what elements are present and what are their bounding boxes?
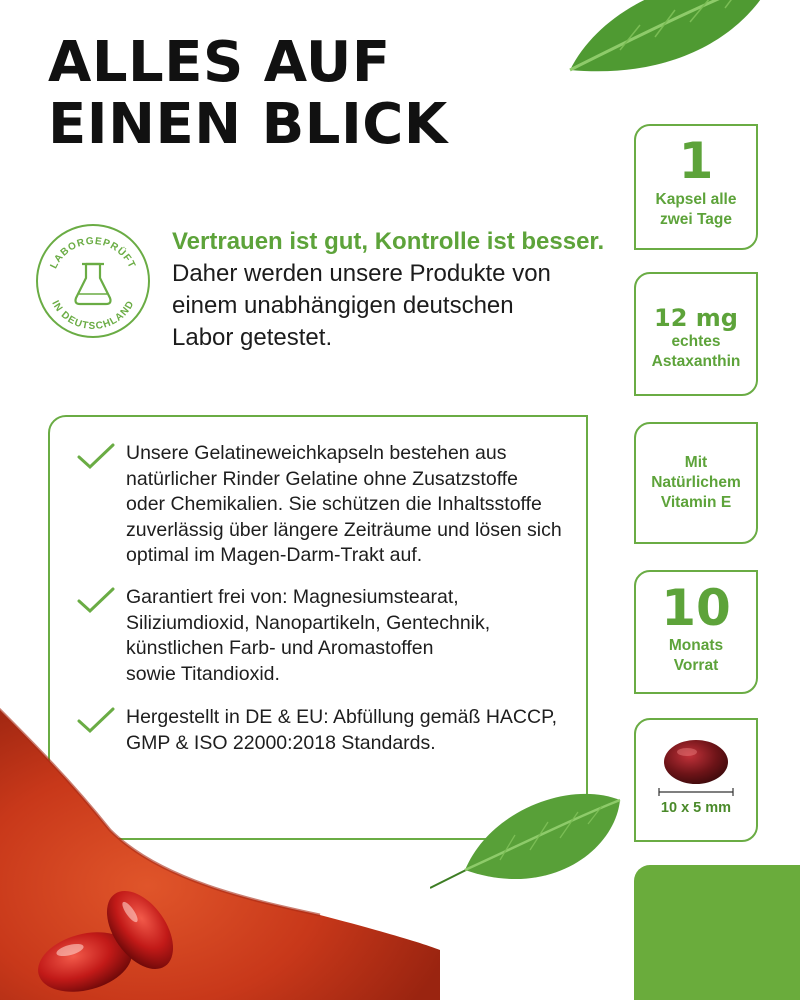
astaxanthin-label-1: echtes: [671, 333, 721, 350]
vitamin-e-card: [634, 422, 758, 544]
lab-tested-seal: [34, 222, 152, 340]
trust-line-1: Daher werden unsere Produkte von: [172, 260, 551, 287]
supply-label-1: Monats: [668, 637, 724, 654]
dosage-label-1: Kapsel alle: [655, 191, 737, 208]
astaxanthin-powder-image: [0, 680, 440, 1000]
seal-top-text: LABORGEPRÜFT: [48, 235, 138, 271]
green-accent-block: [634, 865, 800, 1000]
capsule-size: 10 x 5 mm: [660, 800, 732, 816]
dosage-number: 1: [678, 132, 714, 190]
benefit-text: Hergestellt in DE & EU: Abfüllung gemäß HACCP, GMP & ISO 22000:2018 Standards.: [126, 706, 557, 754]
benefit-item: [76, 441, 576, 569]
leaf-top-image: [560, 0, 780, 80]
vitamin-label-1: Mit: [684, 454, 708, 471]
benefit-text: Unsere Gelatineweichkapseln bestehen aus natürlicher Rinder Gelatine ohne Zusatzstoffe oder Chemikalien. Sie schützen die Inhaltsstoffe zuverlässig über längere Zeiträume und lösen sich optimal im Magen-Darm-Trakt auf.: [126, 442, 562, 566]
check-icon: [76, 441, 116, 471]
trust-statement: [172, 226, 622, 354]
title-line-2: EINEN BLICK: [48, 92, 448, 157]
astaxanthin-amount: 12 mg: [654, 304, 738, 332]
supply-number: 10: [661, 579, 731, 637]
leaf-mid-image: [430, 780, 630, 900]
astaxanthin-label-2: Astaxanthin: [651, 353, 741, 370]
trust-headline: Vertrauen ist gut, Kontrolle ist besser.: [172, 228, 605, 255]
supply-card: [634, 570, 758, 694]
page-title: [48, 32, 448, 156]
vitamin-label-2: Natürlichem: [651, 474, 741, 491]
vitamin-label-3: Vitamin E: [660, 494, 732, 511]
capsule-icon: [651, 730, 741, 800]
astaxanthin-card: [634, 272, 758, 396]
trust-line-3: Labor getestet.: [172, 324, 333, 351]
svg-text:LABORGEPRÜFT: [48, 236, 137, 271]
dosage-label-2: zwei Tage: [659, 211, 733, 228]
title-line-1: ALLES AUF: [48, 30, 391, 95]
dosage-card: [634, 124, 758, 250]
benefit-item: [76, 585, 576, 687]
capsule-size-card: [634, 718, 758, 842]
flask-icon: [76, 264, 111, 304]
benefit-text: Garantiert frei von: Magnesiumstearat, Siliziumdioxid, Nanopartikeln, Gentechnik, künstlichen Farb- und Aromastoffen sowie Titandioxid.: [126, 586, 491, 685]
trust-line-2: einem unabhängigen deutschen: [172, 292, 514, 319]
supply-label-2: Vorrat: [673, 657, 719, 674]
seal-bottom-text: IN DEUTSCHLAND: [49, 298, 137, 333]
check-icon: [76, 585, 116, 615]
